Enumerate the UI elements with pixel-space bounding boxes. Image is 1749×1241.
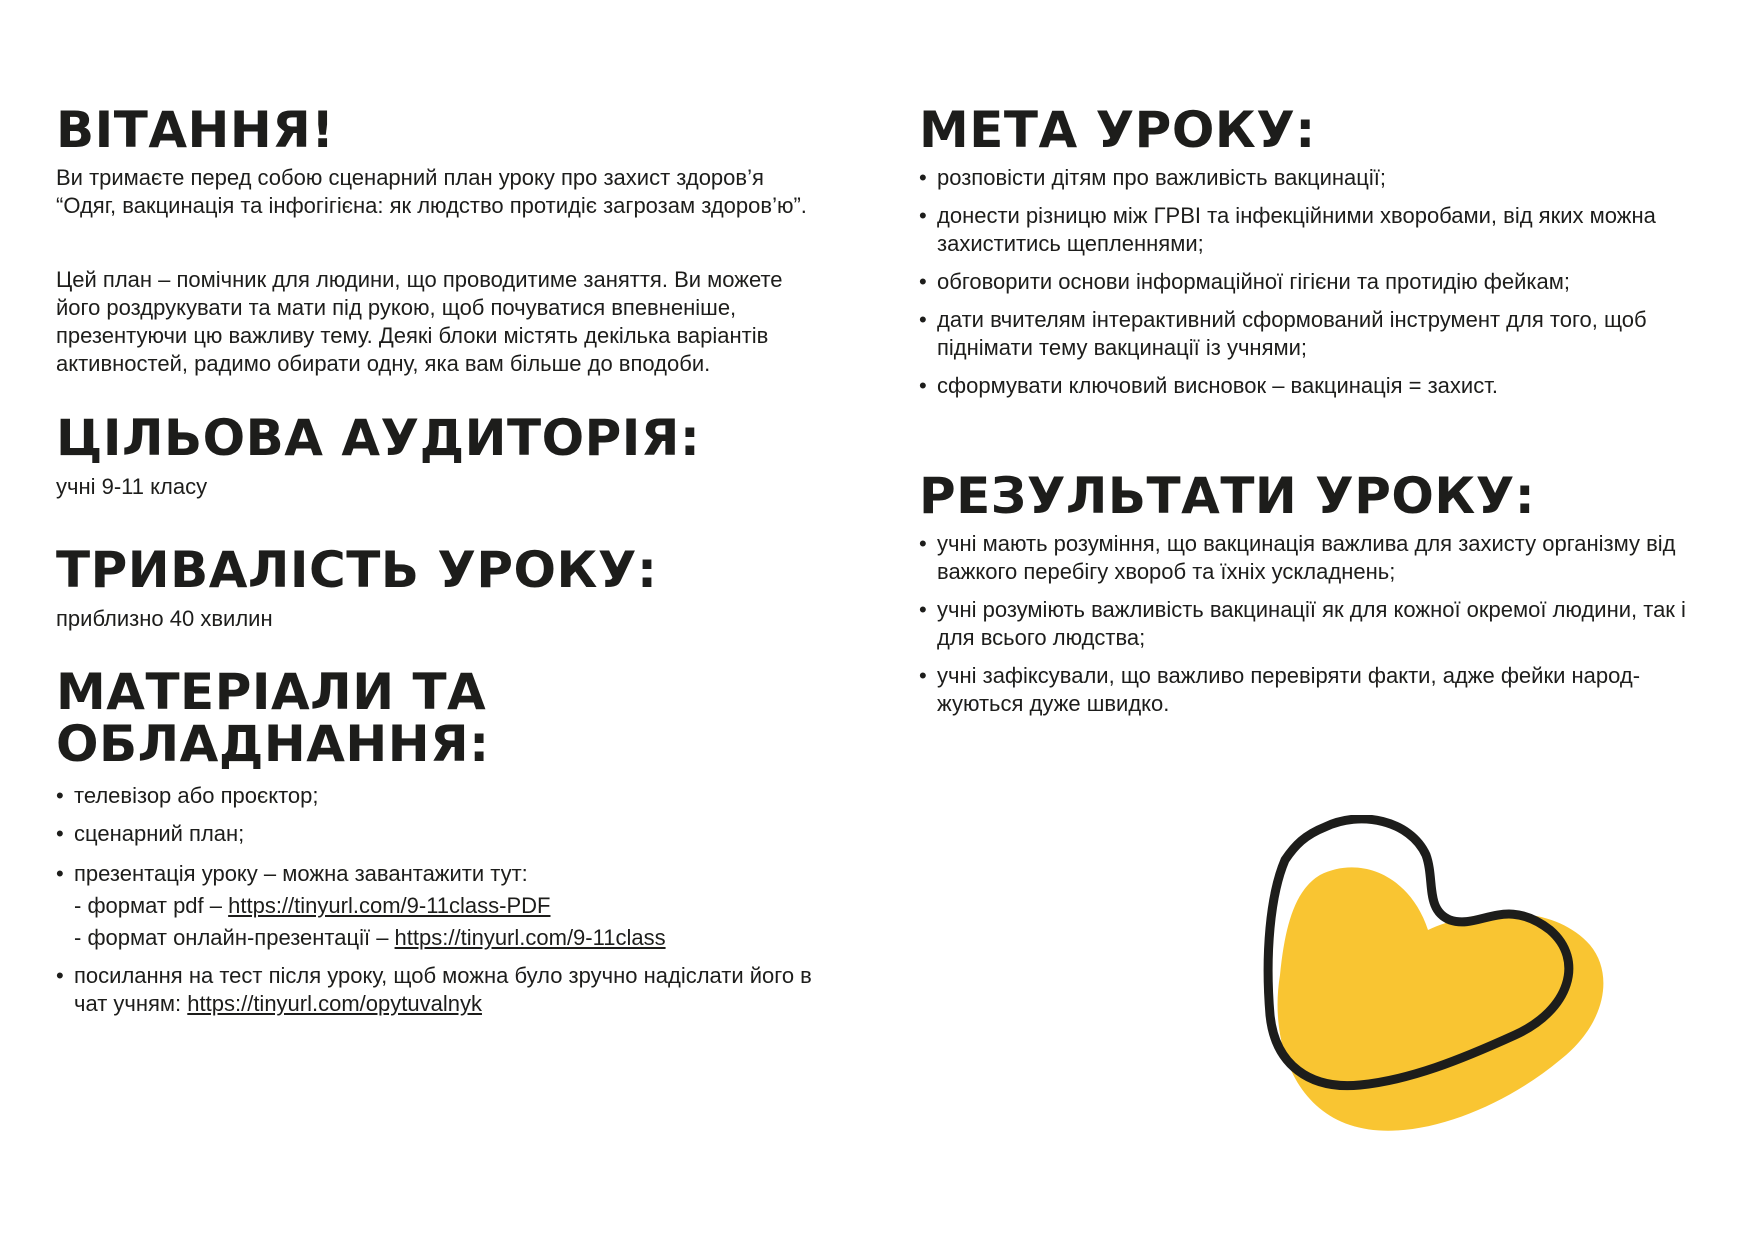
pdf-link[interactable]: https://tinyurl.com/9-11class-PDF [228,893,551,918]
results-item: • учні розуміють важливість вакцинації як для кожної окремої людини, так і для всього людства; [919,596,1689,652]
duration-text: приблизно 40 хвилин [56,606,273,631]
materials-item-presentation [56,858,836,954]
pdf-format-line [74,890,836,922]
goal-item: • дати вчителям інтерактивний сформований інструмент для того, щоб піднімати тему вакцинації із учнями; [919,306,1689,362]
greeting-paragraph-1: Ви тримаєте перед собою сценарний план уроку про захист здоров’я “Одяг, вакцинація та інфогігієна: як людство протидіє загрозам здоров’ю”. [56,165,807,218]
materials-item-plan [56,820,836,848]
materials-item-plan-text: сценарний план; [74,821,245,846]
materials-item-presentation-text: презентація уроку – можна завантажити тут: [74,861,528,886]
results-item: • учні зафіксували, що важливо перевіряти факти, адже фейки народ-жуються дуже швидко. [919,662,1689,718]
materials-item-test [56,962,814,1018]
pdf-format-prefix: - формат pdf – [74,893,229,918]
goal-item: • донести різницю між ГРВІ та інфекційними хворобами, від яких можна захиститись щепленнями; [919,202,1689,258]
materials-list [56,782,836,1018]
materials-title-line-1: МАТЕРІАЛИ ТА [56,663,487,721]
online-format-prefix: - формат онлайн-презентації – [74,925,395,950]
audience-title: ЦІЛЬОВА АУДИТОРІЯ: [56,409,701,467]
materials-item-tv [56,782,836,810]
results-list [919,530,1689,718]
heart-icon [1250,815,1610,1145]
goal-item: • обговорити основи інформаційної гігієни та протидію фейкам; [919,268,1689,296]
results-title: РЕЗУЛЬТАТИ УРОКУ: [919,467,1536,525]
goal-item: • сформувати ключовий висновок – вакцинація = захист. [919,372,1689,400]
materials-item-tv-text: телевізор або проєктор; [74,783,319,808]
online-format-line [74,922,836,954]
goal-title: МЕТА УРОКУ: [919,101,1316,159]
audience-text: учні 9-11 класу [56,474,208,499]
materials-item-test-text: посилання на тест після уроку, щоб можна було зручно надіслати його в чат учням: [74,963,812,1016]
materials-title-line-2: ОБЛАДНАННЯ: [56,715,490,773]
goal-item: • розповісти дітям про важливість вакцинації; [919,164,1689,192]
results-item: • учні мають розуміння, що вакцинація важлива для захисту організму від важкого перебігу хвороб та їхніх ускладнень; [919,530,1689,586]
greeting-title: ВІТАННЯ! [56,101,335,159]
goal-list [919,164,1689,400]
test-link[interactable]: https://tinyurl.com/opytuvalnyk [187,991,482,1016]
greeting-paragraph-2: Цей план – помічник для людини, що проводитиме заняття. Ви можете його роздрукувати та мати під рукою, щоб почуватися впевненіше, презентуючи цю важливу тему. Деякі блоки містять декілька варіантів активностей, радимо обирати одну, яка вам більше до вподоби. [56,267,783,376]
online-presentation-link[interactable]: https://tinyurl.com/9-11class [394,925,666,950]
duration-title: ТРИВАЛІСТЬ УРОКУ: [56,541,658,599]
